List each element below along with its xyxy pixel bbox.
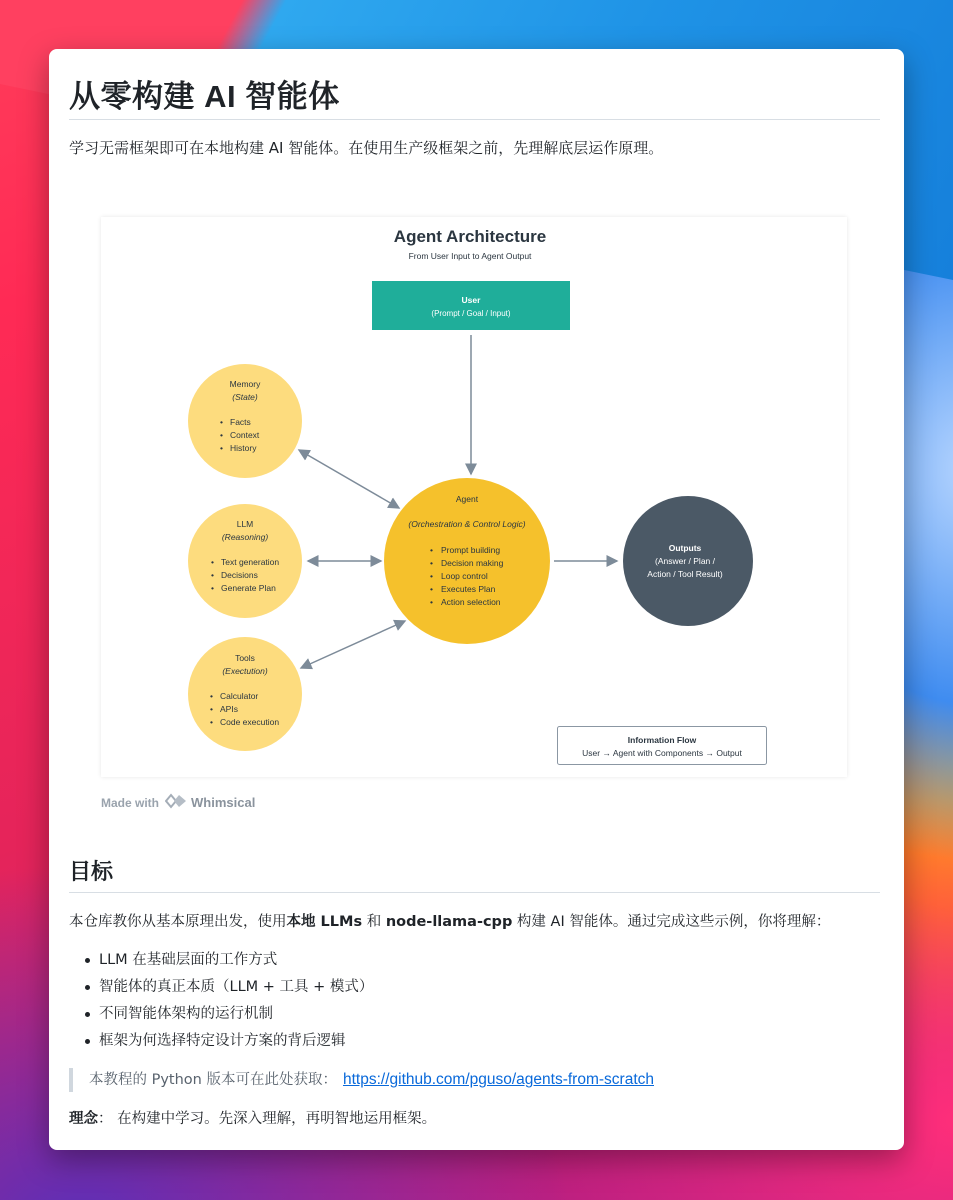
goal-text-before: 本仓库教你从基本原理出发，使用 (69, 914, 287, 930)
goal-bold-node-llama: node-llama-cpp (385, 914, 513, 930)
bullet-icon (85, 958, 90, 963)
goal-text-after: 构建 AI 智能体。通过完成这些示例，你将理解： (512, 914, 831, 930)
user-node (372, 281, 570, 330)
agent-item: Prompt building (441, 545, 501, 555)
goal-list (69, 947, 373, 1055)
outputs-line: (Answer / Plan / (655, 556, 715, 566)
bullet-icon (85, 985, 90, 990)
made-with-label: Made with (101, 795, 160, 810)
title-divider (69, 119, 880, 120)
list-item-text: 框架为何选择特定设计方案的背后逻辑 (99, 1033, 346, 1049)
agent-item: Decision making (441, 558, 504, 568)
bullet-icon (85, 1012, 90, 1017)
goal-paragraph (69, 910, 830, 931)
diagram-title: Agent Architecture (393, 227, 547, 246)
info-flow-title: Information Flow (627, 735, 697, 745)
list-item (69, 974, 373, 1001)
llm-item: Decisions (221, 570, 258, 580)
tools-role: (Exectution) (222, 666, 268, 676)
quote-text: 本教程的 Python 版本可在此处获取： (89, 1072, 337, 1088)
memory-title: Memory (229, 379, 261, 389)
philosophy-label: 理念 (69, 1111, 98, 1127)
memory-bullet: • (220, 417, 223, 427)
agent-bullet: • (430, 545, 433, 555)
goal-text-mid: 和 (362, 914, 386, 930)
agent-item: Action selection (441, 597, 501, 607)
memory-item: Facts (230, 417, 251, 427)
list-item-text: LLM 在基础层面的工作方式 (99, 952, 278, 968)
bullet-icon (85, 1039, 90, 1044)
diagram-subtitle: From User Input to Agent Output (408, 251, 532, 261)
github-link[interactable]: https://github.com/pguso/agents-from-scratch (342, 1071, 654, 1088)
tools-bullet: • (210, 717, 213, 727)
list-item (69, 1028, 373, 1055)
page-title: 从零构建 AI 智能体 (69, 79, 340, 114)
tools-bullet: • (210, 704, 213, 714)
intro-paragraph: 学习无需框架即可在本地构建 AI 智能体。在使用生产级框架之前，先理解底层运作原理。 (69, 139, 664, 157)
llm-item: Generate Plan (221, 583, 276, 593)
tools-item: APIs (220, 704, 238, 714)
llm-role: (Reasoning) (221, 532, 269, 542)
agent-item: Executes Plan (441, 584, 496, 594)
tools-title: Tools (235, 653, 255, 663)
memory-item: History (230, 443, 257, 453)
memory-bullet: • (220, 430, 223, 440)
architecture-diagram (101, 217, 847, 777)
user-title: User (461, 295, 481, 305)
info-flow-box (558, 727, 767, 765)
goal-heading: 目标 (69, 859, 114, 884)
llm-bullet: • (211, 570, 214, 580)
llm-bullet: • (211, 583, 214, 593)
whimsical-brand: Whimsical (191, 795, 256, 810)
philosophy-paragraph (69, 1107, 436, 1128)
agent-bullet: • (430, 571, 433, 581)
readme-card (49, 49, 904, 1150)
outputs-title: Outputs (668, 543, 702, 553)
philosophy-text: ： 在构建中学习。先深入理解，再明智地运用框架。 (98, 1111, 437, 1127)
arrow-tools-agent (301, 621, 405, 668)
agent-bullet: • (430, 597, 433, 607)
memory-bullet: • (220, 443, 223, 453)
tools-item: Calculator (220, 691, 259, 701)
list-item-text: 不同智能体架构的运行机制 (99, 1006, 273, 1022)
agent-bullet: • (430, 558, 433, 568)
list-item-text: 智能体的真正本质（LLM + 工具 + 模式） (99, 979, 374, 995)
user-subtitle: (Prompt / Goal / Input) (431, 309, 511, 318)
info-flow-text: User → Agent with Components → Output (582, 748, 742, 758)
whimsical-watermark (101, 793, 255, 812)
llm-bullet: • (211, 557, 214, 567)
list-item (69, 947, 373, 974)
memory-item: Context (230, 430, 260, 440)
tools-bullet: • (210, 691, 213, 701)
goal-divider (69, 892, 880, 893)
llm-item: Text generation (221, 557, 280, 567)
agent-bullet: • (430, 584, 433, 594)
whimsical-logo-icon (165, 793, 187, 812)
agent-title: Agent (455, 494, 479, 504)
tools-item: Code execution (220, 717, 280, 727)
python-version-quote (69, 1068, 654, 1092)
arrow-memory-agent (299, 450, 399, 508)
outputs-line: Action / Tool Result) (647, 569, 723, 579)
agent-item: Loop control (441, 571, 488, 581)
memory-role: (State) (232, 392, 258, 402)
architecture-svg (101, 217, 847, 777)
goal-bold-llms: 本地 LLMs (286, 914, 363, 930)
agent-role: (Orchestration & Control Logic) (408, 519, 526, 529)
list-item (69, 1001, 373, 1028)
llm-title: LLM (236, 519, 254, 529)
